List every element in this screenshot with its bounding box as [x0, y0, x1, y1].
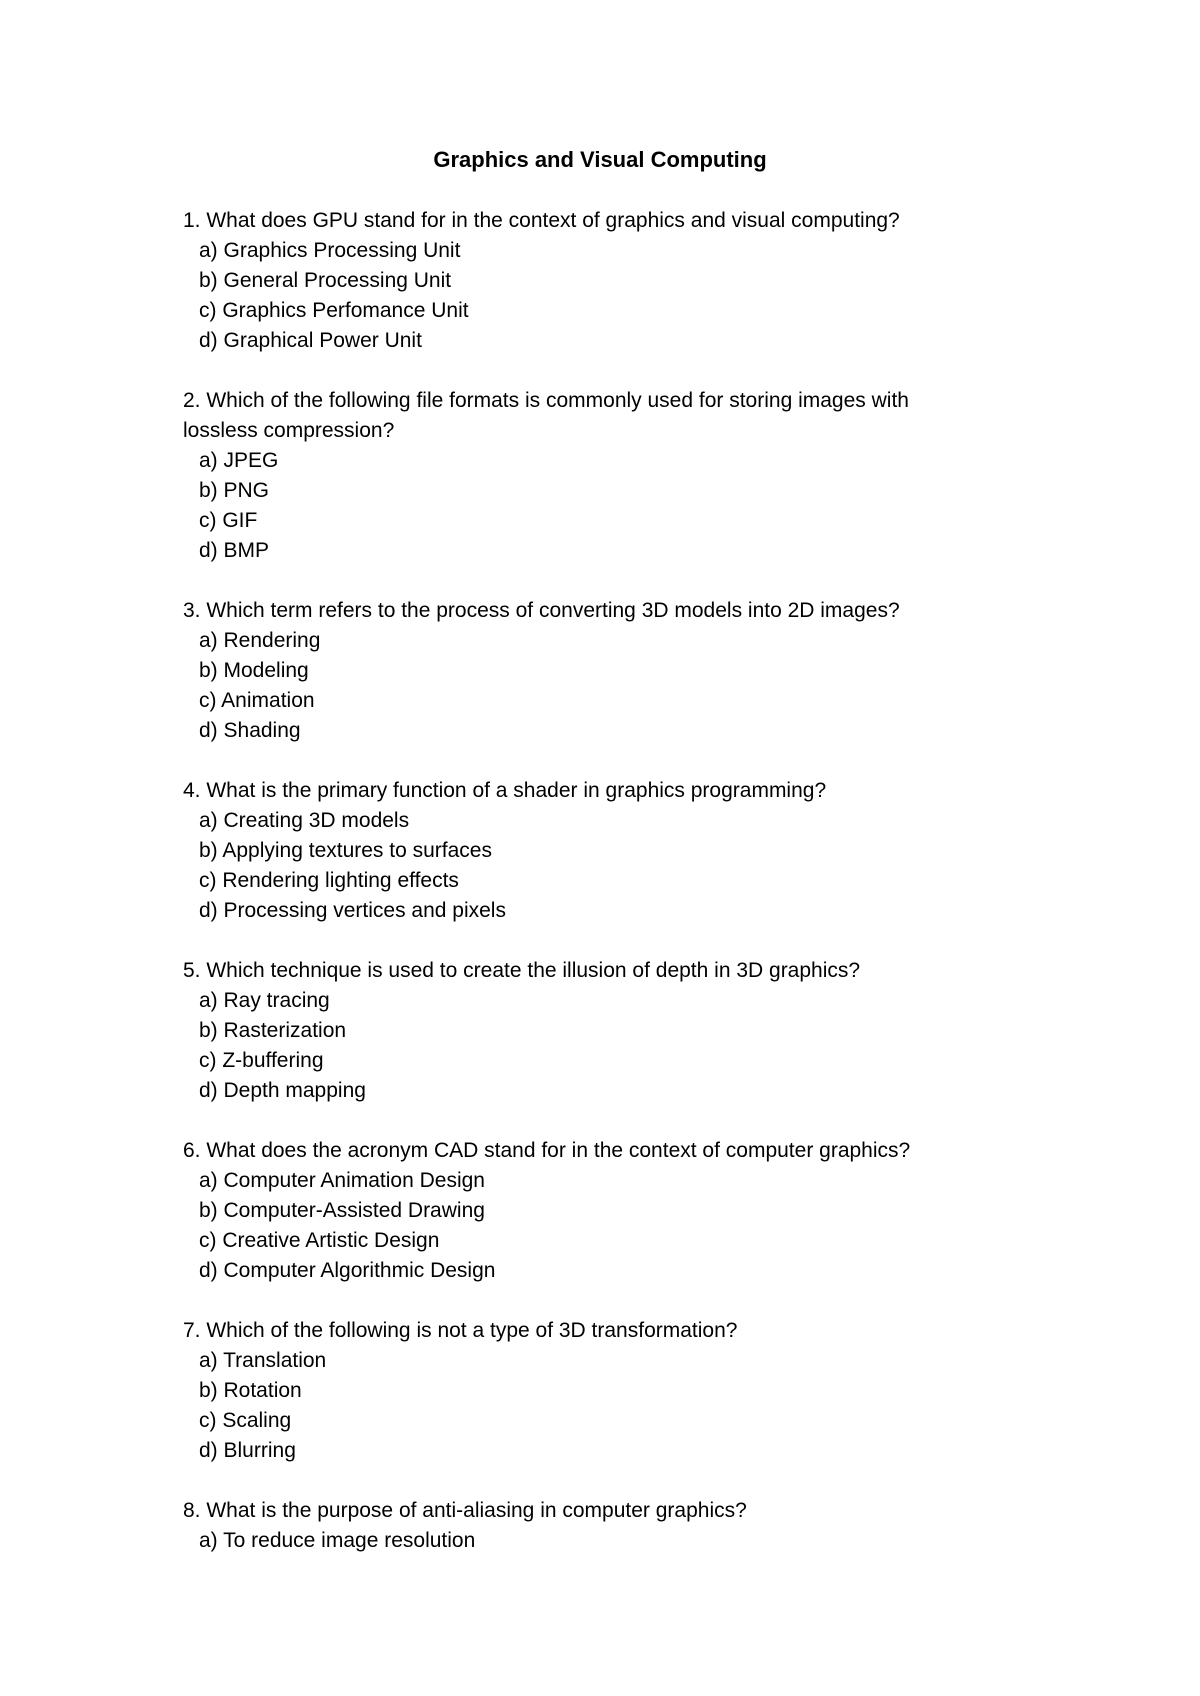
question-text: 2. Which of the following file formats is commonly used for storing images with lossless compression? [183, 389, 909, 442]
option-list [183, 236, 983, 356]
question-text: 4. What is the primary function of a shader in graphics programming? [183, 779, 827, 802]
option-list [183, 446, 983, 566]
option-d: d) Shading [199, 719, 301, 742]
option-list [183, 1526, 983, 1556]
question-5 [183, 956, 983, 1106]
option-b: b) Applying textures to surfaces [199, 839, 492, 862]
option-a: a) JPEG [199, 449, 279, 472]
question-text: 5. Which technique is used to create the illusion of depth in 3D graphics? [183, 959, 861, 982]
question-text: 3. Which term refers to the process of converting 3D models into 2D images? [183, 599, 900, 622]
option-list [183, 1346, 983, 1466]
question-4 [183, 776, 983, 926]
option-b: b) Modeling [199, 659, 309, 682]
option-c: c) Scaling [199, 1409, 292, 1432]
question-7 [183, 1316, 983, 1466]
question-text: 1. What does GPU stand for in the context of graphics and visual computing? [183, 209, 900, 232]
document-title: Graphics and Visual Computing [433, 147, 767, 172]
option-a: a) Graphics Processing Unit [199, 239, 461, 262]
option-b: b) General Processing Unit [199, 269, 452, 292]
question-text: 7. Which of the following is not a type of 3D transformation? [183, 1319, 738, 1342]
option-c: c) Z-buffering [199, 1049, 324, 1072]
question-2 [183, 386, 983, 566]
question-3 [183, 596, 983, 746]
option-a: a) Creating 3D models [199, 809, 410, 832]
option-list [183, 626, 983, 746]
option-c: c) Animation [199, 689, 315, 712]
option-d: d) Depth mapping [199, 1079, 366, 1102]
question-text: 6. What does the acronym CAD stand for in the context of computer graphics? [183, 1139, 911, 1162]
option-a: a) Ray tracing [199, 989, 330, 1012]
option-c: c) Graphics Perfomance Unit [199, 299, 469, 322]
option-d: d) Computer Algorithmic Design [199, 1259, 496, 1282]
option-a: a) Rendering [199, 629, 321, 652]
option-d: d) Processing vertices and pixels [199, 899, 506, 922]
question-8 [183, 1496, 983, 1556]
option-b: b) PNG [199, 479, 270, 502]
question-list [183, 206, 983, 1586]
option-c: c) Creative Artistic Design [199, 1229, 440, 1252]
option-b: b) Rotation [199, 1379, 302, 1402]
option-c: c) GIF [199, 509, 258, 532]
question-1 [183, 206, 983, 356]
option-list [183, 986, 983, 1106]
option-d: d) Graphical Power Unit [199, 329, 422, 352]
option-list [183, 806, 983, 926]
question-text: 8. What is the purpose of anti-aliasing in computer graphics? [183, 1499, 747, 1522]
question-6 [183, 1136, 983, 1286]
option-d: d) BMP [199, 539, 270, 562]
option-c: c) Rendering lighting effects [199, 869, 459, 892]
option-b: b) Computer-Assisted Drawing [199, 1199, 485, 1222]
option-d: d) Blurring [199, 1439, 296, 1462]
option-a: a) Computer Animation Design [199, 1169, 485, 1192]
option-a: a) Translation [199, 1349, 327, 1372]
option-a: a) To reduce image resolution [199, 1529, 476, 1552]
option-b: b) Rasterization [199, 1019, 347, 1042]
option-list [183, 1166, 983, 1286]
